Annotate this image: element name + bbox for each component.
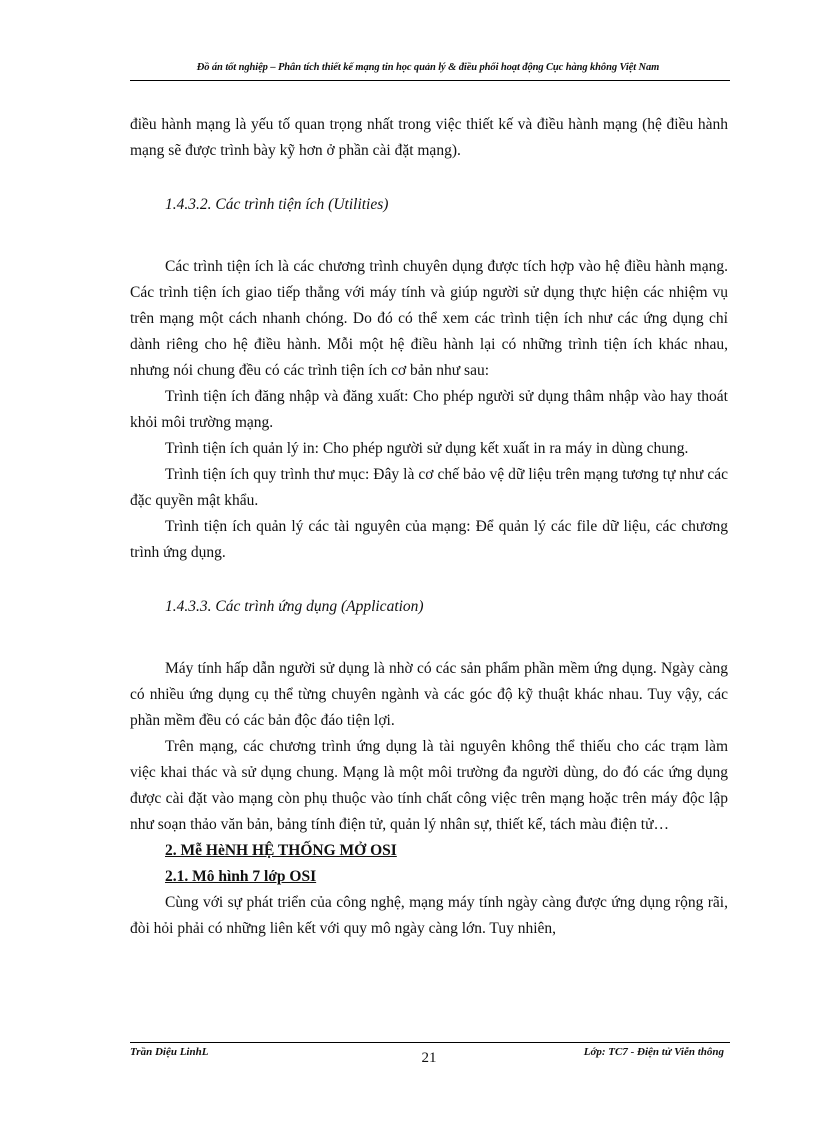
paragraph-osi-intro: Cùng với sự phát triển của công nghệ, mạng máy tính ngày càng được ứng dụng rộng rãi, đòi hỏi phải có những liên kết với quy mô ngày càng lớn. Tuy nhiên, <box>130 894 728 937</box>
footer-rule <box>130 1042 730 1043</box>
page-body <box>130 112 728 942</box>
paragraph-continued: điều hành mạng là yếu tố quan trọng nhất trong việc thiết kế và điều hành mạng (hệ điều hành mạng sẽ được trình bày kỹ hơn ở phần cài đặt mạng). <box>130 116 728 159</box>
paragraph-directory-utility: Trình tiện ích quy trình thư mục: Đây là cơ chế bảo vệ dữ liệu trên mạng tương tự như các đặc quyền mật khẩu. <box>130 466 728 509</box>
paragraph-network-applications: Trên mạng, các chương trình ứng dụng là tài nguyên không thể thiếu cho các trạm làm việc khai thác và sử dụng chung. Mạng là một môi trường đa người dùng, do đó các ứng dụng được cài đặt vào mạng còn phụ thuộc vào tính chất công việc trên mạng hoặc trên máy độc lập như soạn thảo văn bản, bảng tính điện tử, quản lý nhân sự, thiết kế, tách màu điện tử… <box>130 738 728 833</box>
paragraph-utilities-intro: Các trình tiện ích là các chương trình chuyên dụng được tích hợp vào hệ điều hành mạng. Các trình tiện ích giao tiếp thẳng với máy tính và giúp người sử dụng thực hiện các nhiệm vụ trên mạng một cách nhanh chóng. Do đó có thể xem các trình tiện ích như các ứng dụng chỉ dành riêng cho hệ điều hành. Mỗi một hệ điều hành lại có những trình tiện ích khác nhau, nhưng nói chung đều có các trình tiện ích cơ bản như sau: <box>130 258 728 379</box>
paragraph-applications-intro: Máy tính hấp dẫn người sử dụng là nhờ có các sản phẩm phần mềm ứng dụng. Ngày càng có nhiều ứng dụng cụ thể từng chuyên ngành và các góc độ kỹ thuật khác nhau. Tuy vậy, các phần mềm đều có các bản độc đáo tiện lợi. <box>130 660 728 729</box>
paragraph-resource-utility: Trình tiện ích quản lý các tài nguyên của mạng: Để quản lý các file dữ liệu, các chương trình ứng dụng. <box>130 518 728 561</box>
section-heading-osi: 2. Mễ HèNH HỆ THỐNG MỞ OSI <box>165 842 397 859</box>
header-rule <box>130 80 730 81</box>
subsection-heading-applications: 1.4.3.3. Các trình ứng dụng (Application) <box>165 598 424 615</box>
running-header: Đồ án tốt nghiệp – Phân tích thiết kế mạng tin học quản lý & điều phối hoạt động Cục hàng không Việt Nam <box>196 62 660 73</box>
paragraph-login-utility: Trình tiện ích đăng nhập và đăng xuất: Cho phép người sử dụng thâm nhập vào hay thoát khỏi môi trường mạng. <box>130 388 728 431</box>
subsection-heading-utilities: 1.4.3.2. Các trình tiện ích (Utilities) <box>165 196 389 213</box>
paragraph-print-utility: Trình tiện ích quản lý in: Cho phép người sử dụng kết xuất in ra máy in dùng chung. <box>165 440 689 457</box>
footer-author: Trần Diệu LinhL <box>130 1046 209 1058</box>
page-number: 21 <box>421 1050 437 1066</box>
footer-class: Lớp: TC7 - Điện tử Viễn thông <box>583 1046 724 1058</box>
section-heading-osi-7-layer: 2.1. Mô hình 7 lớp OSI <box>165 868 317 885</box>
running-footer <box>130 1046 728 1076</box>
